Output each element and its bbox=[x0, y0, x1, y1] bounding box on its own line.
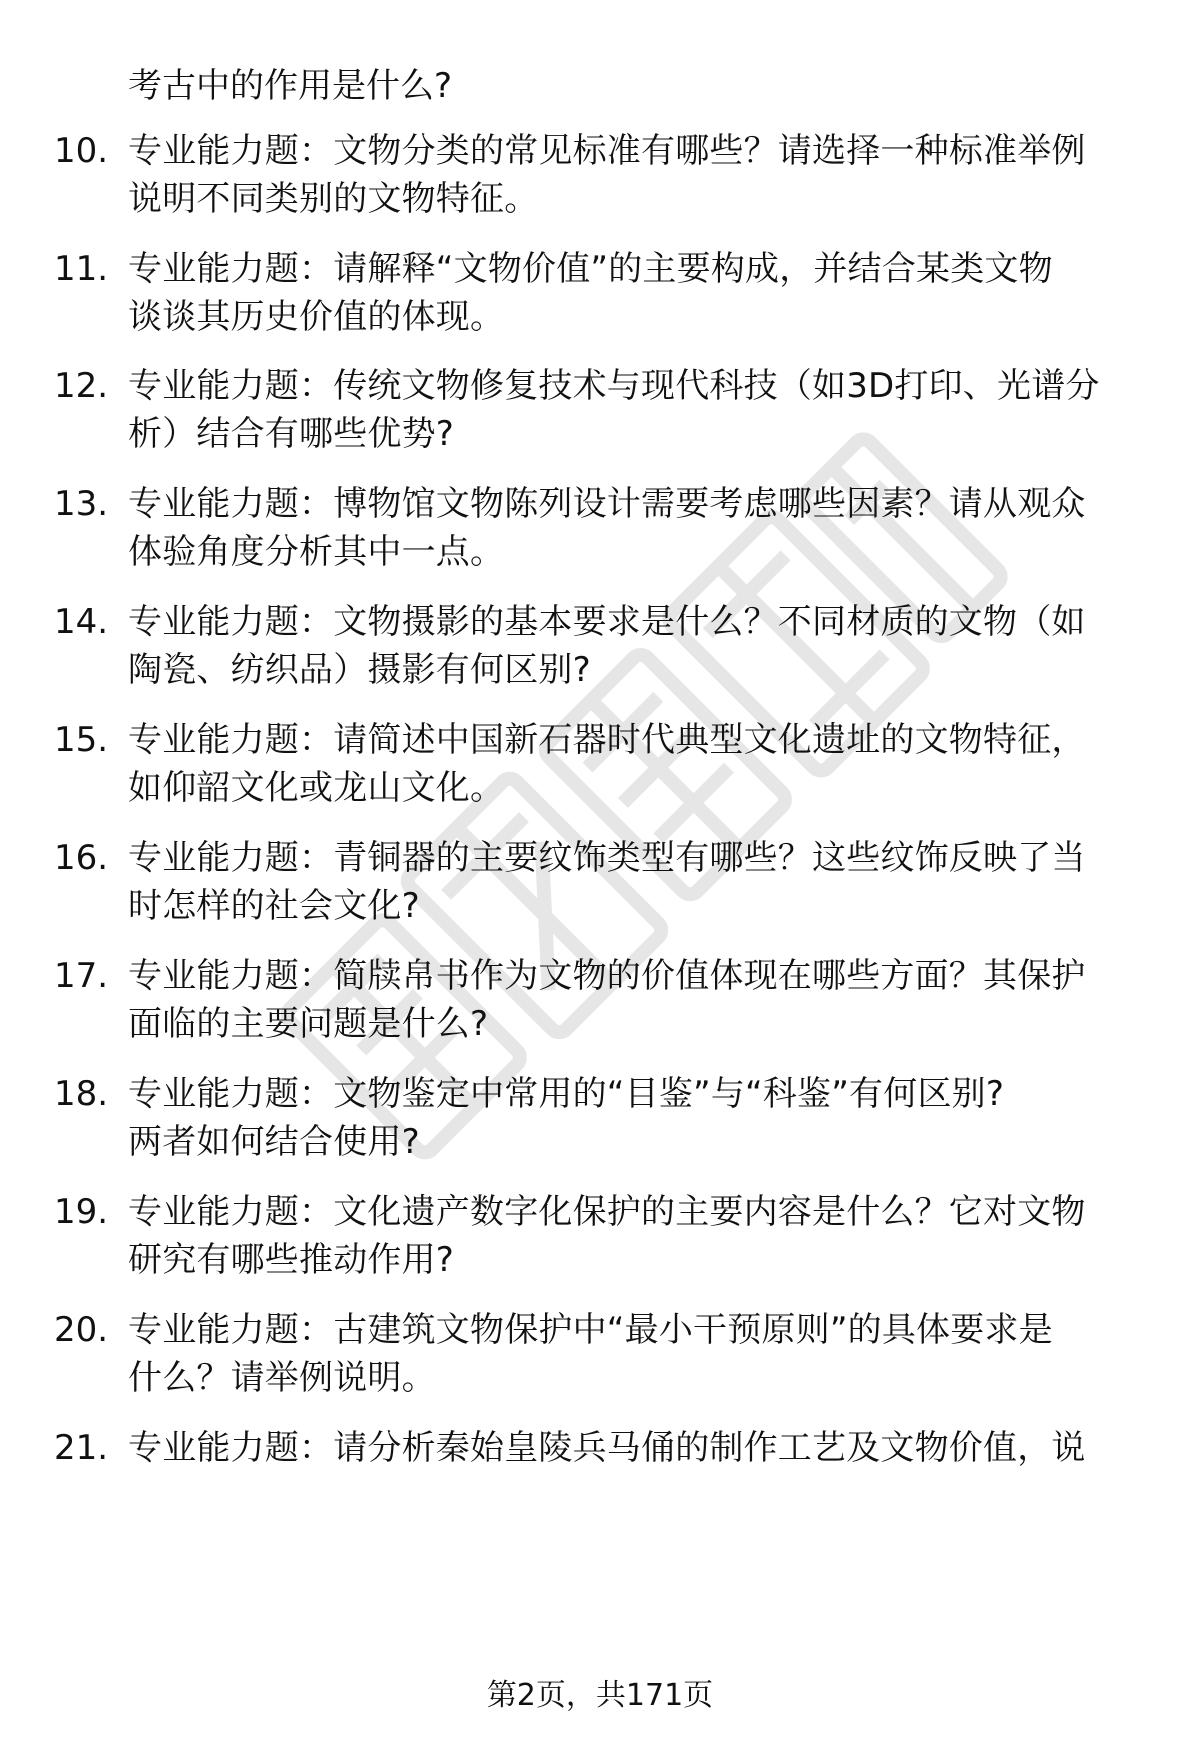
question-text-line: 专业能力题：文物鉴定中常用的“目鉴”与“科鉴”有何区别? bbox=[128, 1074, 1005, 1114]
question-number: 17. bbox=[54, 956, 109, 996]
question-text-line: 专业能力题：古建筑文物保护中“最小干预原则”的具体要求是 bbox=[128, 1310, 1053, 1350]
question-number: 10. bbox=[54, 131, 109, 171]
question-item bbox=[0, 598, 1200, 698]
question-text-line: 什么？请举例说明。 bbox=[128, 1358, 436, 1398]
question-text-line: 两者如何结合使用? bbox=[128, 1122, 420, 1162]
question-number: 12. bbox=[54, 366, 109, 406]
page-footer: 第2页，共171页 bbox=[486, 1678, 714, 1713]
question-text-line: 研究有哪些推动作用? bbox=[128, 1240, 455, 1280]
question-text-line: 专业能力题：请分析秦始皇陵兵马俑的制作工艺及文物价值，说 bbox=[128, 1428, 1086, 1468]
question-text-line: 陶瓷、纺织品）摄影有何区别? bbox=[128, 650, 591, 690]
question-text-line: 专业能力题：文化遗产数字化保护的主要内容是什么？它对文物 bbox=[128, 1192, 1086, 1232]
question-text-line: 体验角度分析其中一点。 bbox=[128, 532, 505, 572]
continued-question-text: 考古中的作用是什么? bbox=[128, 66, 453, 106]
question-number: 18. bbox=[54, 1074, 109, 1114]
question-text-line: 专业能力题：简牍帛书作为文物的价值体现在哪些方面？其保护 bbox=[128, 956, 1086, 996]
question-text-line: 时怎样的社会文化? bbox=[128, 886, 420, 926]
question-number: 15. bbox=[54, 720, 109, 760]
question-number: 21. bbox=[54, 1428, 109, 1468]
question-item bbox=[0, 952, 1200, 1052]
question-number: 14. bbox=[54, 602, 109, 642]
question-item bbox=[0, 716, 1200, 816]
question-item bbox=[0, 1070, 1200, 1170]
question-text-line: 如仰韶文化或龙山文化。 bbox=[128, 768, 505, 808]
question-item bbox=[0, 127, 1200, 227]
question-number: 20. bbox=[54, 1310, 109, 1350]
question-item bbox=[0, 1306, 1200, 1406]
question-number: 19. bbox=[54, 1192, 109, 1232]
question-text-line: 专业能力题：请简述中国新石器时代典型文化遗址的文物特征， bbox=[128, 720, 1086, 760]
question-item bbox=[0, 1188, 1200, 1288]
question-text-line: 专业能力题：请解释“文物价值”的主要构成，并结合某类文物 bbox=[128, 249, 1053, 289]
question-text-line: 专业能力题：文物摄影的基本要求是什么？不同材质的文物（如 bbox=[128, 602, 1086, 642]
question-item bbox=[0, 834, 1200, 934]
question-text-line: 析）结合有哪些优势? bbox=[128, 414, 455, 454]
question-number: 16. bbox=[54, 838, 109, 878]
question-text-line: 专业能力题：传统文物修复技术与现代科技（如3D打印、光谱分 bbox=[128, 366, 1100, 406]
question-item bbox=[0, 480, 1200, 580]
question-item bbox=[0, 1424, 1200, 1524]
question-item bbox=[0, 362, 1200, 462]
question-text-line: 面临的主要问题是什么? bbox=[128, 1004, 489, 1044]
question-text-line: 专业能力题：文物分类的常见标准有哪些？请选择一种标准举例 bbox=[128, 131, 1086, 171]
question-text-line: 专业能力题：青铜器的主要纹饰类型有哪些？这些纹饰反映了当 bbox=[128, 838, 1086, 878]
question-item bbox=[0, 245, 1200, 345]
question-number: 13. bbox=[54, 484, 109, 524]
question-text-line: 谈谈其历史价值的体现。 bbox=[128, 297, 505, 337]
question-number: 11. bbox=[54, 249, 109, 289]
question-text-line: 说明不同类别的文物特征。 bbox=[128, 179, 539, 219]
question-text-line: 专业能力题：博物馆文物陈列设计需要考虑哪些因素？请从观众 bbox=[128, 484, 1086, 524]
